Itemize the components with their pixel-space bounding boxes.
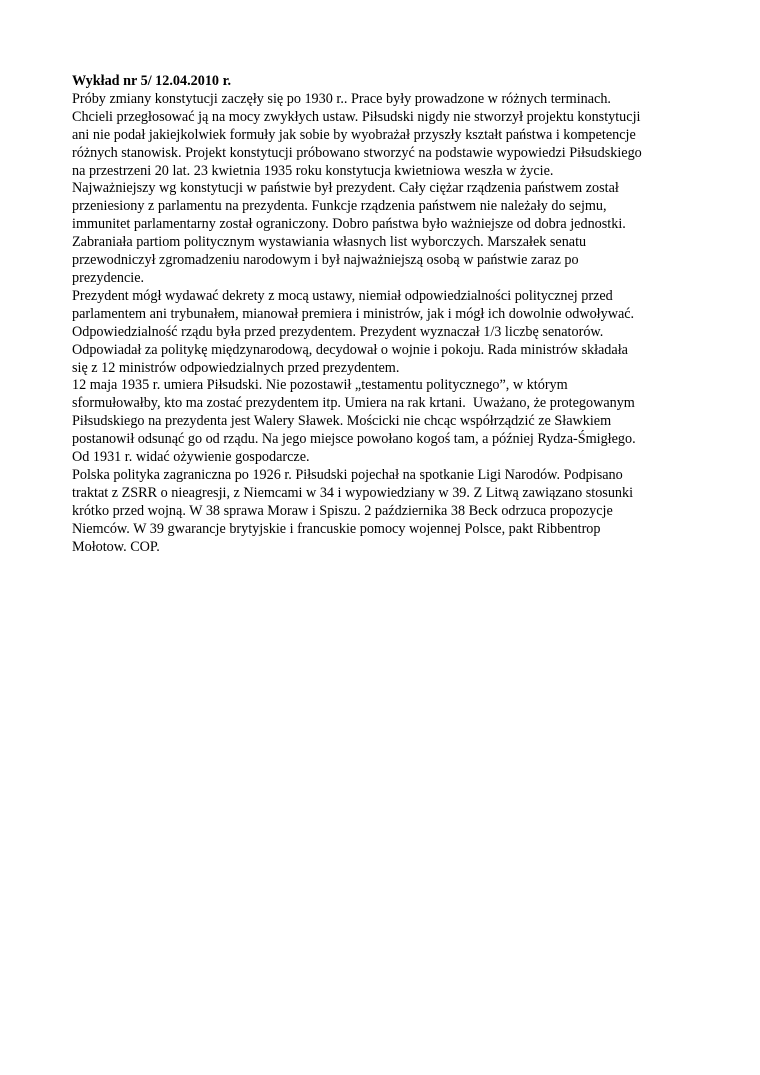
text-line: sformułowałby, kto ma zostać prezydentem itp. Umiera na rak krtani. Uważano, że protegowanym (72, 395, 635, 412)
text-line: przewodniczył zgromadzeniu narodowym i był najważniejszą osobą w państwie zaraz po (72, 252, 579, 269)
text-line: Zabraniała partiom politycznym wystawiania własnych list wyborczych. Marszałek senatu (72, 234, 587, 251)
paragraph-president-role (72, 180, 692, 287)
text-line: postanowił odsunąć go od rządu. Na jego miejsce powołano kogoś tam, a później Rydza-Śmigłego. (72, 431, 636, 448)
text-line: Najważniejszy wg konstytucji w państwie był prezydent. Cały ciężar rządzenia państwem został (72, 180, 619, 197)
text-line: Mołotow. COP. (72, 538, 160, 555)
paragraph-pilsudski-death (72, 377, 692, 467)
text-line: Odpowiedzialność rządu była przed prezydentem. Prezydent wyznaczał 1/3 liczbę senatorów. (72, 323, 604, 340)
text-line: różnych stanowisk. Projekt konstytucji próbowano stworzyć na podstawie wypowiedzi Piłsudskiego (72, 144, 642, 161)
text-line: immunitet parlamentarny został ograniczony. Dobro państwa było ważniejsze od dobra jednostki. (72, 216, 626, 233)
document-page (72, 73, 692, 556)
text-line: Od 1931 r. widać ożywienie gospodarcze. (72, 449, 310, 466)
text-line: Niemców. W 39 gwarancje brytyjskie i francuskie pomocy wojennej Polsce, pakt Ribbentrop (72, 520, 601, 537)
text-line: traktat z ZSRR o nieagresji, z Niemcami w 34 i wypowiedziany w 39. Z Litwą zawiązano stosunki (72, 484, 634, 501)
text-line: się z 12 ministrów odpowiedzialnych przed prezydentem. (72, 359, 400, 376)
text-line: 12 maja 1935 r. umiera Piłsudski. Nie pozostawił „testamentu politycznego”, w którym (72, 377, 568, 394)
text-line: Polska polityka zagraniczna po 1926 r. Piłsudski pojechał na spotkanie Ligi Narodów. Podpisano (72, 466, 623, 483)
text-line: Piłsudskiego na prezydenta jest Walery Sławek. Mościcki nie chcąc współrządzić ze Sławkiem (72, 413, 612, 430)
paragraph-president-powers (72, 288, 692, 378)
text-line: Chcieli przegłosować ją na mocy zwykłych ustaw. Piłsudski nigdy nie stworzył projektu konstytucji (72, 108, 641, 125)
document-title: Wykład nr 5/ 12.04.2010 r. (72, 73, 232, 89)
text-line: przeniesiony z parlamentu na prezydenta. Funkcje rządzenia państwem nie należały do sejmu, (72, 198, 607, 215)
text-line: ani nie podał jakiejkolwiek formuły jak sobie by wyobrażał przyszły kształt państwa i kompetencje (72, 126, 636, 143)
text-line: krótko przed wojną. W 38 sprawa Moraw i Spiszu. 2 października 38 Beck odrzuca propozycje (72, 502, 613, 519)
text-line: Odpowiadał za politykę międzynarodową, decydował o wojnie i pokoju. Rada ministrów składała (72, 341, 628, 358)
text-line: parlamentem ani trybunałem, mianował premiera i ministrów, jak i mógł ich dowolnie odwoływać. (72, 305, 635, 322)
text-line: prezydencie. (72, 269, 145, 286)
text-line: na przestrzeni 20 lat. 23 kwietnia 1935 roku konstytucja kwietniowa weszła w życie. (72, 162, 554, 179)
text-line: Próby zmiany konstytucji zaczęły się po 1930 r.. Prace były prowadzone w różnych terminach. (72, 90, 611, 107)
paragraph-constitution-attempts (72, 91, 692, 181)
paragraph-foreign-policy (72, 467, 692, 557)
text-line: Prezydent mógł wydawać dekrety z mocą ustawy, niemiał odpowiedzialności politycznej przed (72, 287, 613, 304)
